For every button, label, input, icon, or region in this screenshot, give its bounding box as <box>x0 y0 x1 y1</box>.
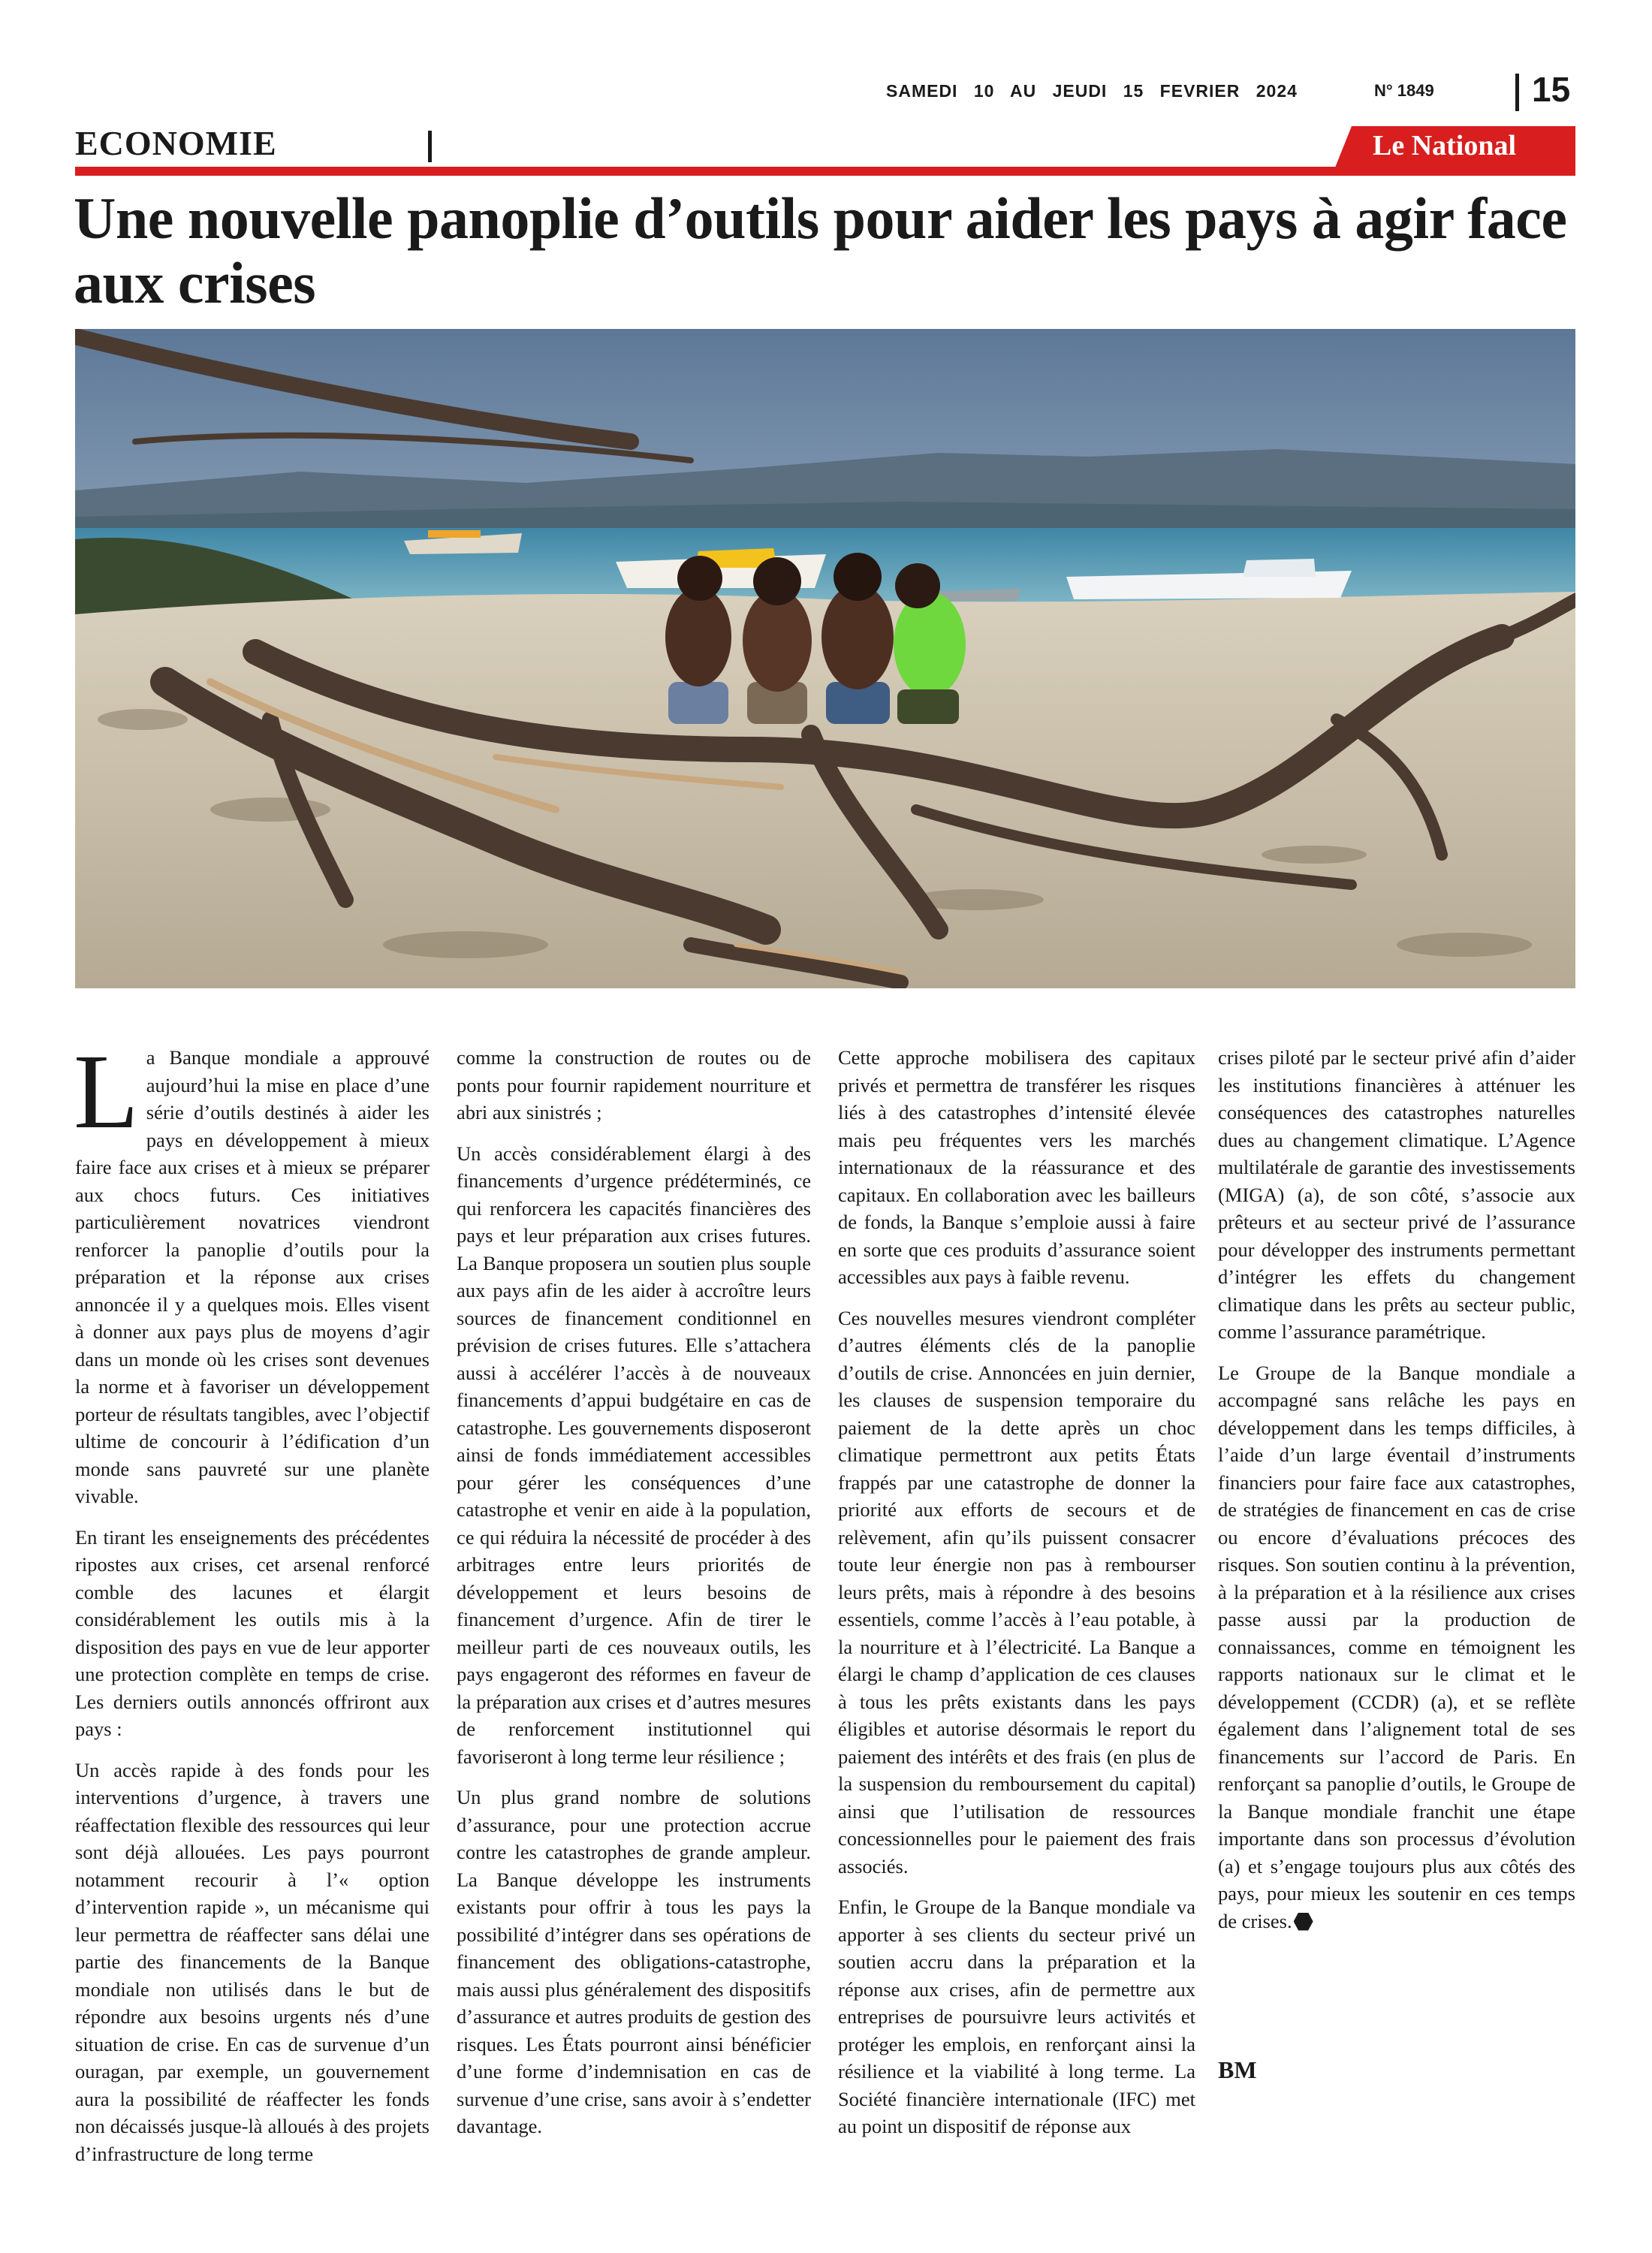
page-number: 15 <box>1532 70 1571 109</box>
article-paragraph: Ces nouvelles mesures viendront compléter d’autres éléments clés de la panoplie d’outils de crise. Annoncées en juin dernier, les clauses de suspension temporaire du paiement de la dette après un choc climatique permettront aux petits États frappés par une catastrophe de donner la priorité aux efforts de secours et de relèvement, afin qu’ils puissent consacrer toute leur énergie non pas à rembourser leurs prêts, mais à répondre à des besoins essentiels, comme l’accès à l’eau potable, à la nourriture et à l’électricité. La Banque a élargi le champ d’application de ces clauses à tous les prêts existants dans les pays éligibles et autorise désormais le report du paiement des intérêts et des frais (en plus de la suspension du remboursement du capital) ainsi que l’utilisation de ressources concessionnelles pour le paiement des frais associés. <box>838 1306 1195 1878</box>
article-column-4 <box>1218 1044 1575 1948</box>
section-title: ECONOMIE <box>75 124 277 162</box>
end-of-article-icon <box>1294 1913 1313 1931</box>
article-column-3 <box>838 1044 1195 2154</box>
article-headline: Une nouvelle panoplie d’outils pour aider les pays à agir face aux crises <box>74 185 1567 315</box>
drop-cap: L <box>74 1032 139 1151</box>
article-paragraph: comme la construction de routes ou de ponts pour fournir rapidement nourriture et abri aux sinistrés ; <box>457 1046 811 1123</box>
article-column-1 <box>74 1032 430 2181</box>
article-paragraph: Un accès rapide à des fonds pour les interventions d’urgence, à travers une réaffectation flexible des ressources qui leur sont déjà allouées. Les pays pourront notamment recourir à l’« option d’intervention rapide », un mécanisme qui leur permettra de réaffecter sans délai une partie des financements de la Banque mondiale non utilisés dans le but de répondre aux besoins urgents nés d’une situation de crise. En cas de survenue d’un ouragan, par exemple, un gouvernement aura la possibilité de réaffecter les fonds non décaissés jusque-là alloués à des projets d’infrastructure de long terme <box>75 1758 430 2165</box>
article-paragraph <box>74 1032 430 1510</box>
article-paragraph: Cette approche mobilisera des capitaux privés et permettra de transférer les risques liés à des catastrophes d’intensité élevée mais peu fréquentes vers les marchés internationaux de la réassurance et des capitaux. En collaboration avec les bailleurs de fonds, la Banque s’emploie aussi à faire en sorte que ces produits d’assurance soient accessibles aux pays à faible revenu. <box>838 1046 1195 1288</box>
article-column-2 <box>457 1044 811 2154</box>
article-paragraph: Un accès considérablement élargi à des financements d’urgence prédéterminés, ce qui renforcera les capacités financières des pays et leur préparation aux crises futures. La Banque proposera un soutien plus souple aux pays afin de les aider à accroître leurs sources de financement conditionnel en prévision de crises futures. Elle s’attachera aussi à accélérer l’accès à de nouveaux financements d’appui budgétaire en cas de catastrophe. Les gouvernements disposeront ainsi de fonds immédiatement accessibles pour gérer les conséquences d’une catastrophe et venir en aide à la population, ce qui réduira la nécessité de procéder à des arbitrages entre leurs priorités de développement et leurs besoins de financement d’urgence. Afin de tirer le meilleur parti de ces nouveaux outils, les pays engageront des réformes en faveur de la préparation aux crises et d’autres mesures de renforcement institutionnel qui favoriseront à long terme leur résilience ; <box>457 1142 811 1768</box>
article-paragraph: Un plus grand nombre de solutions d’assurance, pour une protection accrue contre les catastrophes de grande ampleur. La Banque développe les instruments existants pour offrir à tous les pays la possibilité d’intégrer dans ses opérations de financement des obligations-catastrophe, mais aussi plus généralement des dispositifs d’assurance et autres produits de gestion des risques. Les États pourront ainsi bénéficier d’une forme d’indemnisation en cas de survenue d’une crise, sans avoir à s’endetter davantage. <box>457 1786 811 2137</box>
issue-number: N° 1849 <box>1374 81 1434 100</box>
dateline: SAMEDI 10 AU JEUDI 15 FEVRIER 2024 <box>886 81 1298 101</box>
article-paragraph: En tirant les enseignements des précédentes ripostes aux crises, cet arsenal renforcé comble des lacunes et élargit considérablement les outils mis à la disposition des pays en vue de leur apporter une protection complète en temps de crise. Les derniers outils annoncés offriront aux pays : <box>75 1525 430 1740</box>
article-paragraph: crises piloté par le secteur privé afin d’aider les institutions financières à atténuer les conséquences des catastrophes naturelles dues au changement climatique. L’Agence multilatérale de garantie des investissements (MIGA) (a), de son côté, s’associe aux prêteurs et au secteur privé de l’assurance pour développer des instruments permettant d’intégrer les effets du changement climatique dans les prêts au secteur public, comme l’assurance paramétrique. <box>1218 1046 1575 1343</box>
closing-paragraph-text: Le Groupe de la Banque mondiale a accompagné sans relâche les pays en développement dans les temps difficiles, à l’aide d’un large éventail d’instruments financiers pour faire face aux catastrophes, de stratégies de financement en cas de crise ou encore d’évaluations précoces des risques. Son soutien continu à la prévention, à la préparation et à la résilience aux crises passe aussi par la production de connaissances, comme en témoignent les rapports nationaux sur le climat et le développement (CCDR) (a), et se reflète également dans l’alignement total de ses financements sur l’accord de Paris. En renforçant sa panoplie d’outils, le Groupe de la Banque mondiale franchit une étape importante dans son processus d’évolution (a) et s’engage toujours plus aux côtés des pays, pour mieux les soutenir en ces temps de crises. <box>1218 1361 1575 1932</box>
header-rule <box>75 167 1575 176</box>
article-paragraph: Enfin, le Groupe de la Banque mondiale va apporter à ses clients du secteur privé un soutien accru dans la préparation et la réponse aux crises, afin de permettre aux entreprises de poursuivre leurs activités et protéger les emplois, en renforçant ainsi la résilience et la viabilité à long terme. La Société financière internationale (IFC) met au point un dispositif de réponse aux <box>838 1896 1195 2137</box>
article-photo <box>75 329 1575 988</box>
author-signature: BM <box>1218 2056 1257 2083</box>
article-paragraph <box>1218 1359 1575 1935</box>
newspaper-name: Le National <box>1373 130 1517 161</box>
page-number-divider <box>1515 74 1519 111</box>
lead-paragraph-text: a Banque mondiale a approuvé aujourd’hui la mise en place d’une série d’outils destinés à aider les pays en développement à mieux faire face aux crises et à mieux se préparer aux chocs futurs. Ces initiatives particulièrement novatrices viendront renforcer la panoplie d’outils pour la préparation et la réponse aux crises annoncée il y a quelques mois. Elles visent à donner aux pays plus de moyens d’agir dans un monde où les crises sont devenues la norme et à favoriser un développement porteur de résultats tangibles, avec l’objectif ultime de concourir à l’édification d’un monde sans pauvreté sur une planète vivable. <box>75 1046 430 1507</box>
section-divider <box>428 131 432 162</box>
